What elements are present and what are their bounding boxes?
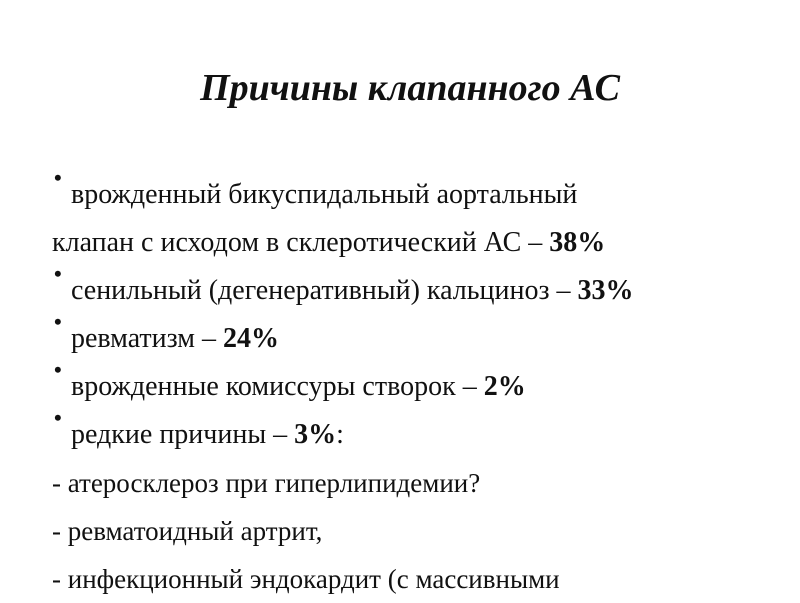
bullet-icon: • (54, 165, 62, 190)
slide-title: Причины клапанного АС (200, 67, 620, 109)
item-text: ревматизм – (71, 323, 224, 354)
item-suffix: : (336, 419, 344, 450)
list-item-bicuspid-continued (52, 219, 792, 267)
sub-item-rheumatoid-arthritis: - ревматоидный артрит, (52, 516, 323, 546)
item-text: клапан с исходом в склеротический АС – (52, 227, 550, 258)
list-item-rheumatism (52, 309, 792, 363)
causes-list (52, 165, 792, 603)
sub-item-atherosclerosis: - атеросклероз при гиперлипидемии? (52, 468, 481, 498)
item-text: редкие причины – (71, 419, 295, 450)
item-text: врожденные комиссуры створок – (71, 371, 484, 402)
list-item-commissures (52, 357, 792, 411)
bullet-icon: • (54, 357, 62, 382)
item-percentage: 2% (483, 371, 526, 402)
bullet-icon: • (54, 309, 62, 334)
list-item-rare-causes (52, 405, 792, 459)
list-item-senile-calcinosis (52, 261, 792, 315)
item-percentage: 38% (549, 227, 606, 258)
list-item-bicuspid (52, 165, 792, 219)
item-text: сенильный (дегенеративный) кальциноз – (71, 275, 578, 306)
sub-item-infective-endocarditis: - инфекционный эндокардит (с массивными (52, 564, 560, 594)
bullet-icon: • (54, 261, 62, 286)
item-percentage: 3% (294, 419, 337, 450)
item-percentage: 33% (577, 275, 634, 306)
bullet-icon: • (54, 405, 62, 430)
item-percentage: 24% (223, 323, 280, 354)
item-text: врожденный бикуспидальный аортальный (71, 179, 578, 210)
